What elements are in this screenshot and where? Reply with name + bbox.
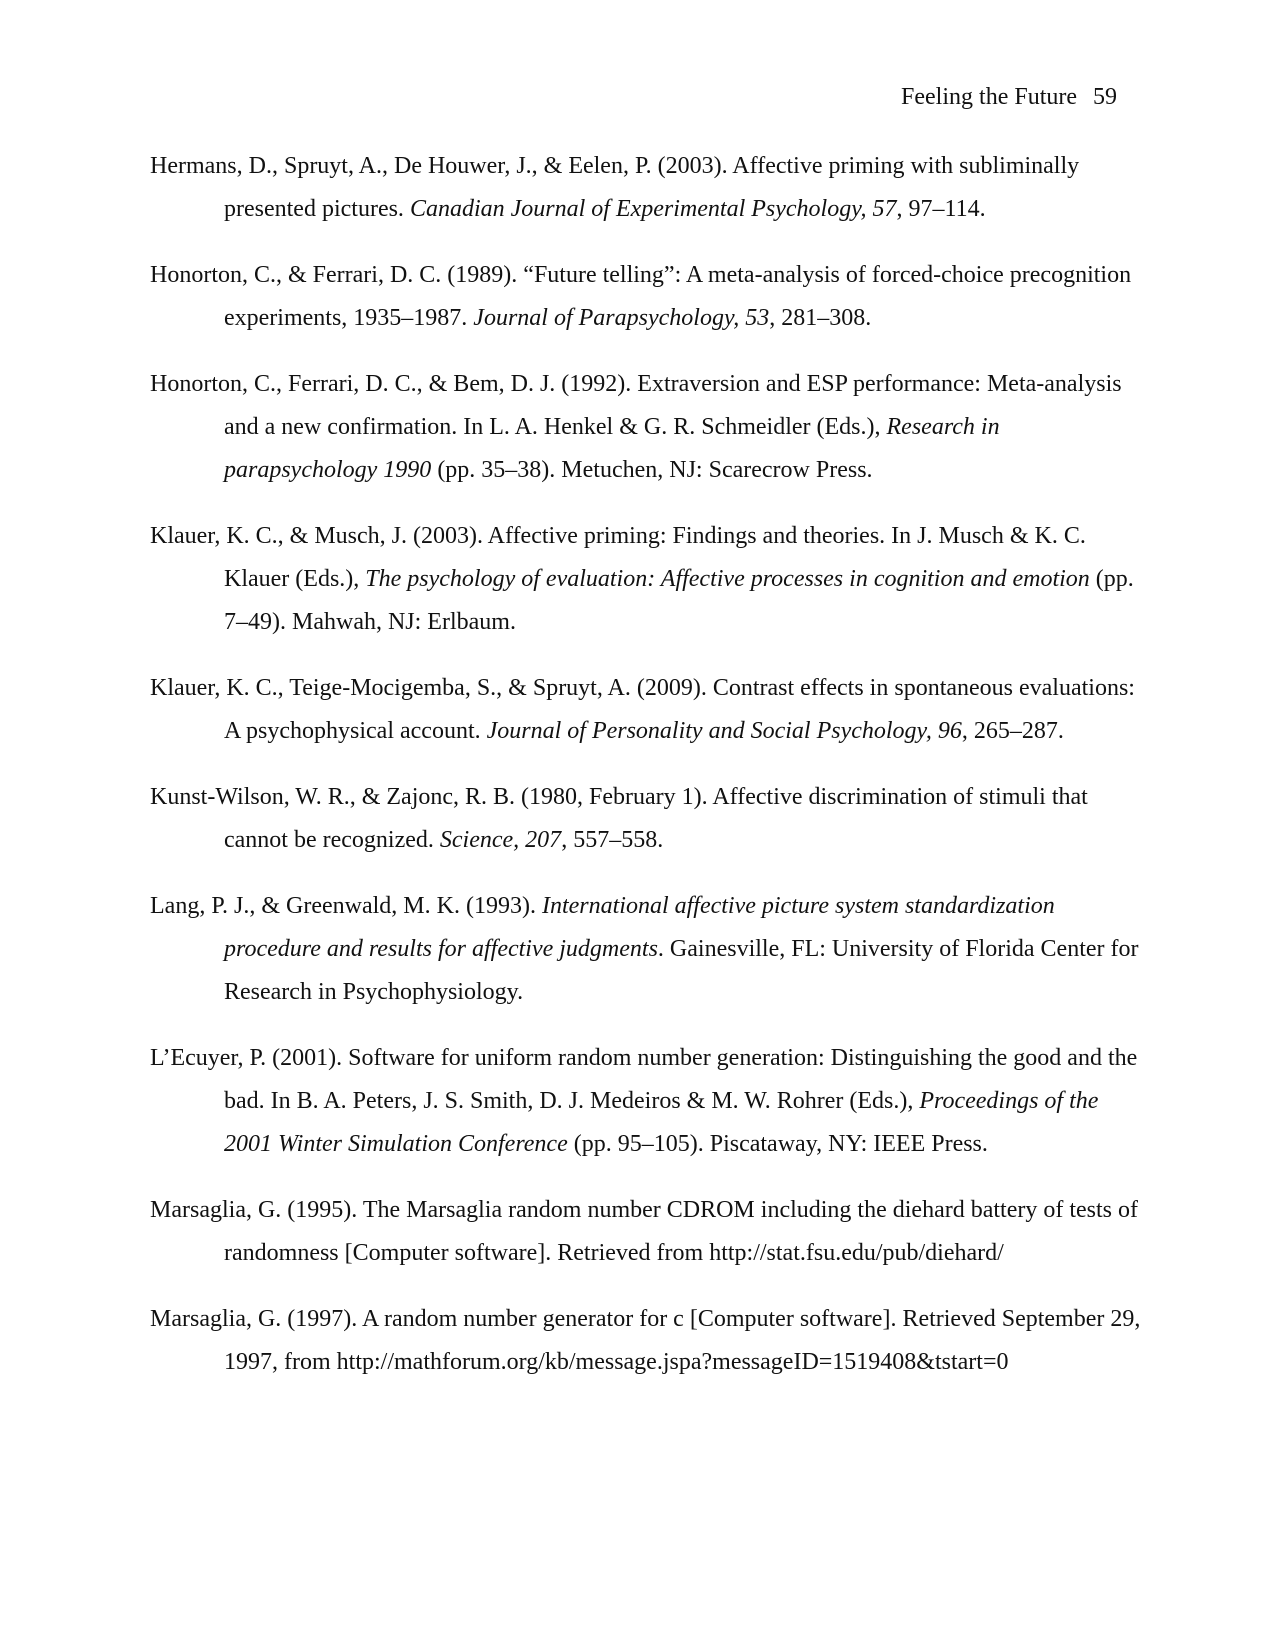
reference-source-italic: Journal of Personality and Social Psychology, 96: [486, 718, 962, 744]
reference-entry: [150, 145, 1150, 231]
reference-text: . Gainesville, FL: University of Florida Center for Research in Psychophysiology.: [224, 936, 1139, 1005]
reference-text: Hermans, D., Spruyt, A., De Houwer, J., & Eelen, P. (2003). Affective priming with subliminally presented pictures.: [150, 153, 1080, 222]
running-head: [901, 82, 1117, 112]
reference-entry: [150, 667, 1150, 753]
reference-text: Lang, P. J., & Greenwald, M. K. (1993).: [150, 893, 542, 919]
reference-entry: [150, 776, 1150, 862]
reference-text: Marsaglia, G. (1997). A random number generator for c [Computer software]. Retrieved September 29, 1997, from http://mathforum.org/kb/message.jspa?messageID=1519408&tstart=0: [150, 1306, 1141, 1375]
reference-entry: [150, 1189, 1150, 1275]
running-head-title: Feeling the Future: [901, 84, 1077, 110]
reference-text: , 281–308.: [769, 305, 872, 331]
reference-text: , 265–287.: [961, 718, 1064, 744]
reference-text: (pp. 95–105). Piscataway, NY: IEEE Press.: [567, 1131, 988, 1157]
reference-text: L’Ecuyer, P. (2001). Software for uniform random number generation: Distinguishing the good and the bad. In B. A. Peters, J. S. Smith, D. J. Medeiros & M. W. Rohrer (Eds.),: [150, 1045, 1138, 1114]
reference-text: Klauer, K. C., & Musch, J. (2003). Affective priming: Findings and theories. In J. Musch & K. C. Klauer (Eds.),: [150, 523, 1086, 592]
reference-text: Honorton, C., Ferrari, D. C., & Bem, D. J. (1992). Extraversion and ESP performance: Meta-analysis and a new confirmation. In L. A. Henkel & G. R. Schmeidler (Eds.),: [150, 371, 1122, 440]
reference-source-italic: Research in parapsychology 1990: [224, 414, 1000, 483]
reference-text: Marsaglia, G. (1995). The Marsaglia random number CDROM including the diehard battery of tests of randomness [Computer software]. Retrieved from http://stat.fsu.edu/pub/diehard/: [150, 1197, 1138, 1266]
reference-entry: [150, 885, 1150, 1014]
reference-source-italic: Proceedings of the 2001 Winter Simulation Conference: [224, 1088, 1099, 1157]
reference-source-italic: Canadian Journal of Experimental Psychology, 57: [409, 196, 897, 222]
reference-entry: [150, 515, 1150, 644]
reference-source-italic: Journal of Parapsychology, 53: [473, 305, 770, 331]
reference-text: , 97–114.: [896, 196, 986, 222]
reference-entry: [150, 254, 1150, 340]
reference-entry: [150, 1037, 1150, 1166]
reference-entry: [150, 1298, 1150, 1384]
reference-text: (pp. 7–49). Mahwah, NJ: Erlbaum.: [224, 566, 1134, 635]
reference-text: (pp. 35–38). Metuchen, NJ: Scarecrow Press.: [431, 457, 873, 483]
reference-source-italic: Science, 207: [439, 827, 562, 853]
reference-text: , 557–558.: [561, 827, 664, 853]
reference-text: Klauer, K. C., Teige-Mocigemba, S., & Spruyt, A. (2009). Contrast effects in spontaneous evaluations: A psychophysical account.: [150, 675, 1135, 744]
reference-text: Honorton, C., & Ferrari, D. C. (1989). “Future telling”: A meta-analysis of forced-choice precognition experiments, 1935–1987.: [150, 262, 1132, 331]
reference-entry: [150, 363, 1150, 492]
reference-list: [150, 145, 1150, 1407]
reference-text: Kunst-Wilson, W. R., & Zajonc, R. B. (1980, February 1). Affective discrimination of stimuli that cannot be recognized.: [150, 784, 1088, 853]
reference-source-italic: International affective picture system standardization procedure and results for affective judgments: [224, 893, 1055, 962]
page-number: 59: [1093, 84, 1117, 110]
reference-source-italic: The psychology of evaluation: Affective processes in cognition and emotion: [365, 566, 1090, 592]
